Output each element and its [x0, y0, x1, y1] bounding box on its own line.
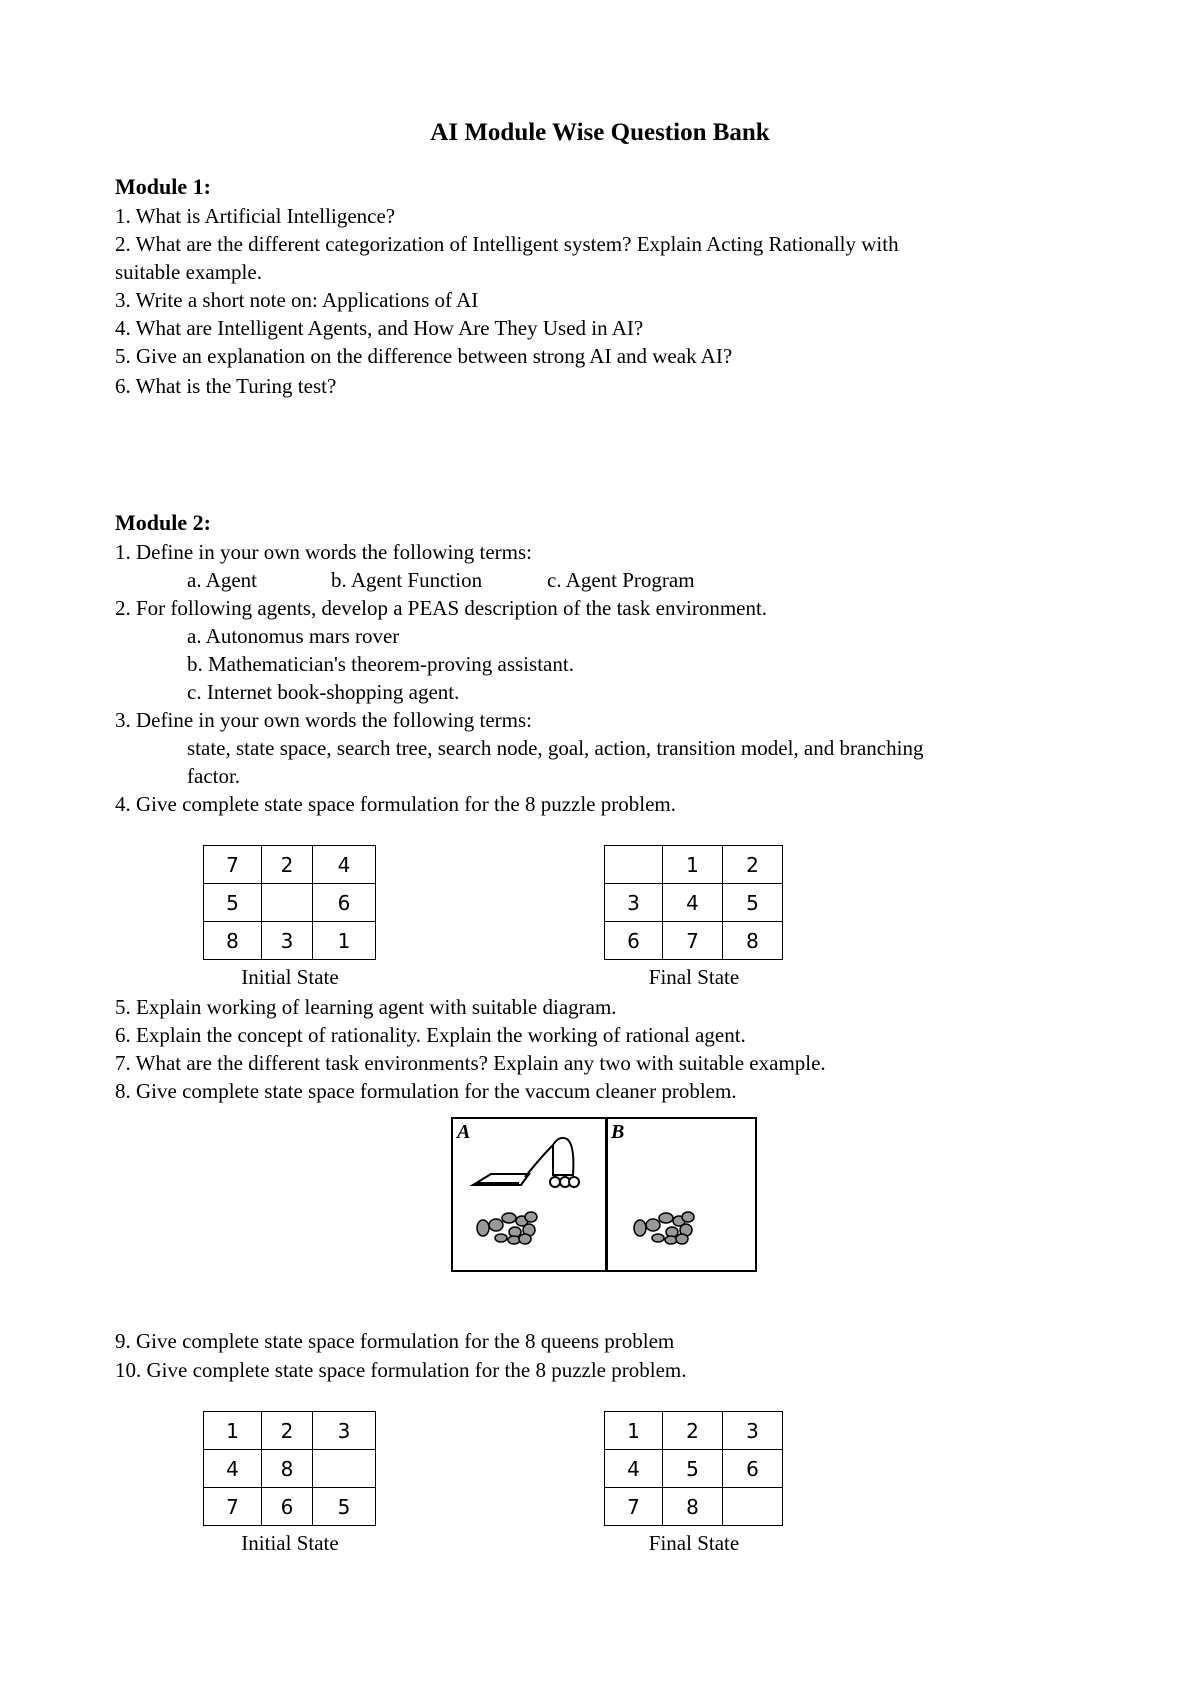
puzzle2-initial-caption: Initial State	[241, 1531, 339, 1555]
grid-cell: 6	[605, 922, 663, 960]
grid-cell: 5	[723, 884, 783, 922]
dirt-icon	[477, 1212, 537, 1244]
grid-row	[204, 1450, 376, 1488]
vacuum-drawing	[451, 1117, 757, 1272]
module2-heading: Module 2:	[115, 510, 211, 535]
grid-cell: 5	[204, 884, 262, 922]
grid-row	[605, 1450, 783, 1488]
module2-q3-terms: state, state space, search tree, search node, goal, action, transition model, and branching	[187, 736, 924, 760]
grid-cell	[313, 1450, 376, 1488]
grid-cell: 6	[313, 884, 376, 922]
grid-cell: 7	[605, 1488, 663, 1526]
grid-cell	[262, 884, 313, 922]
module1-q2: 2. What are the different categorization of Intelligent system? Explain Acting Rationally with	[115, 232, 899, 256]
module1-q4: 4. What are Intelligent Agents, and How Are They Used in AI?	[115, 316, 644, 340]
module2-q2-b: b. Mathematician's theorem-proving assistant.	[187, 652, 574, 676]
room-b-label: B	[611, 1121, 625, 1143]
module2-q10: 10. Give complete state space formulation for the 8 puzzle problem.	[115, 1358, 687, 1382]
module2-q7: 7. What are the different task environments? Explain any two with suitable example.	[115, 1051, 826, 1075]
grid-cell: 1	[663, 846, 723, 884]
puzzle2-final-caption: Final State	[648, 1531, 740, 1555]
module2-q1-c: c. Agent Program	[547, 568, 695, 592]
module2-q1: 1. Define in your own words the following terms:	[115, 540, 533, 564]
module1-q6: 6. What is the Turing test?	[115, 374, 337, 398]
puzzle1-initial-grid	[203, 845, 376, 960]
module2-q4: 4. Give complete state space formulation for the 8 puzzle problem.	[115, 792, 676, 816]
grid-row	[204, 1412, 376, 1450]
grid-cell: 5	[663, 1450, 723, 1488]
grid-row	[605, 1488, 783, 1526]
grid-cell	[605, 846, 663, 884]
grid-cell: 3	[313, 1412, 376, 1450]
puzzle1-final-caption: Final State	[648, 965, 740, 989]
grid-cell: 2	[262, 846, 313, 884]
grid-cell: 6	[723, 1450, 783, 1488]
module1-q1: 1. What is Artificial Intelligence?	[115, 204, 396, 228]
grid-cell: 1	[605, 1412, 663, 1450]
module2-q2-a: a. Autonomus mars rover	[187, 624, 400, 648]
puzzle2-initial-grid	[203, 1411, 376, 1526]
room-a-label: A	[457, 1121, 471, 1143]
grid-cell: 2	[723, 846, 783, 884]
grid-cell: 2	[262, 1412, 313, 1450]
grid-row	[605, 1412, 783, 1450]
grid-cell: 8	[204, 922, 262, 960]
grid-cell	[723, 1488, 783, 1526]
grid-cell: 8	[723, 922, 783, 960]
grid-cell: 7	[204, 1488, 262, 1526]
grid-cell: 5	[313, 1488, 376, 1526]
grid-row	[204, 922, 376, 960]
grid-cell: 8	[663, 1488, 723, 1526]
grid-row	[605, 884, 783, 922]
grid-cell: 4	[313, 846, 376, 884]
puzzle1-initial-caption: Initial State	[241, 965, 339, 989]
grid-row	[605, 922, 783, 960]
grid-cell: 7	[204, 846, 262, 884]
page-title: AI Module Wise Question Bank	[430, 119, 770, 146]
grid-row	[605, 846, 783, 884]
vacuum-cleaner-icon	[473, 1137, 579, 1186]
grid-cell: 3	[605, 884, 663, 922]
module2-q3: 3. Define in your own words the following terms:	[115, 708, 533, 732]
puzzle2-final-grid	[604, 1411, 783, 1526]
module1-heading: Module 1:	[115, 174, 211, 199]
grid-cell: 2	[663, 1412, 723, 1450]
grid-cell: 1	[313, 922, 376, 960]
grid-cell: 7	[663, 922, 723, 960]
grid-cell: 3	[723, 1412, 783, 1450]
grid-cell: 4	[663, 884, 723, 922]
puzzle1-final-grid	[604, 845, 783, 960]
module2-q3-terms-cont: factor.	[187, 764, 241, 788]
grid-cell: 8	[262, 1450, 313, 1488]
dirt-icon	[634, 1212, 694, 1244]
module1-q2-cont: suitable example.	[115, 260, 262, 284]
module2-q1-a: a. Agent	[187, 568, 257, 592]
grid-cell: 4	[605, 1450, 663, 1488]
grid-cell: 3	[262, 922, 313, 960]
grid-cell: 4	[204, 1450, 262, 1488]
module2-q2: 2. For following agents, develop a PEAS description of the task environment.	[115, 596, 768, 620]
vacuum-world-figure	[451, 1117, 757, 1272]
module2-q9: 9. Give complete state space formulation for the 8 queens problem	[115, 1329, 675, 1353]
module1-q5: 5. Give an explanation on the difference between strong AI and weak AI?	[115, 344, 733, 368]
grid-row	[204, 884, 376, 922]
module2-q2-c: c. Internet book-shopping agent.	[187, 680, 460, 704]
grid-cell: 6	[262, 1488, 313, 1526]
module2-q5: 5. Explain working of learning agent with suitable diagram.	[115, 995, 617, 1019]
module2-q8: 8. Give complete state space formulation for the vaccum cleaner problem.	[115, 1079, 737, 1103]
grid-row	[204, 846, 376, 884]
module2-q1-b: b. Agent Function	[331, 568, 483, 592]
module2-q6: 6. Explain the concept of rationality. Explain the working of rational agent.	[115, 1023, 746, 1047]
grid-row	[204, 1488, 376, 1526]
grid-cell: 1	[204, 1412, 262, 1450]
module1-q3: 3. Write a short note on: Applications of AI	[115, 288, 479, 312]
